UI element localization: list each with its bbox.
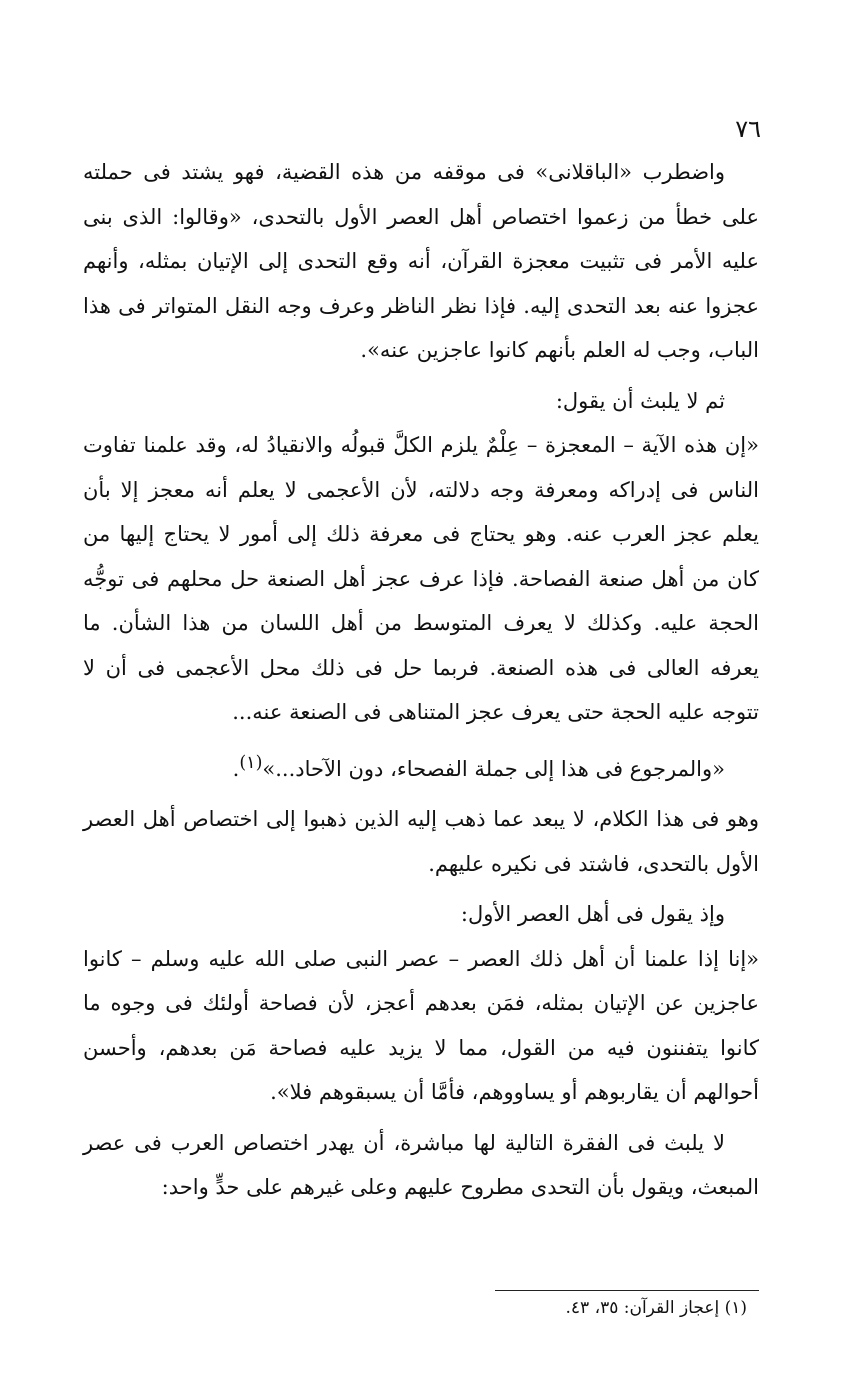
quote-end: . [232,756,240,781]
paragraph: وإذ يقول فى أهل العصر الأول: [460,902,725,926]
paragraph: واضطرب «الباقلانى» فى موقفه من هذه القضية، فهو يشتد فى حملته على خطأ من زعموا اختصاص أهل العصر الأول بالتحدى، «وقالوا: الذى بنى عليه الأمر فى تثبيت معجزة القرآن، أنه وقع التحدى إلى الإتيان بمثله، وأنهم عجزوا عنه بعد التحدى إليه. فإذا نظر الناظر وعرف وجه النقل المتواتر فى هذا الباب، وجب له العلم بأنهم كانوا عاجزين عنه». [83,160,759,362]
paragraph: ثم لا يلبث أن يقول: [555,388,725,413]
footnote: (١) إعجاز القرآن: ٣٥، ٤٣. [565,1298,747,1318]
paragraph: لا يلبث فى الفقرة التالية لها مباشرة، أن يهدر اختصاص العرب فى عصر المبعث، ويقول بأن التحدى مطروح عليهم وعلى غيرهم على حدٍّ واحد: [83,1130,759,1199]
footnote-divider [495,1290,759,1291]
quote-paragraph: «إن هذه الآية – المعجزة – عِلْمٌ يلزم الكلَّ قبولُه والانقيادُ له، وقد علمنا تفاوت الناس فى إدراكه ومعرفة وجه دلالته، لأن الأعجمى لا يعلم أنه معجز إلا بأن يعلم عجز العرب عنه. وهو يحتاج فى معرفة ذلك إلى أمور لا يحتاج إليها من كان من أهل صنعة الفصاحة. فإذا عرف عجز أهل الصنعة حل محلهم فى توجُّه الحجة عليه. وكذلك لا يعرف المتوسط من أهل اللسان من هذا الشأن. ما يعرفه العالى فى هذه الصنعة. فربما حل فى ذلك محل الأعجمى فى أن لا تتوجه عليه الحجة حتى يعرف عجز المتناهى فى الصنعة عنه... [83,433,759,724]
quote-paragraph: «إنا إذا علمنا أن أهل ذلك العصر – عصر النبى صلى الله عليه وسلم – كانوا عاجزين عن الإتيان بمثله، فمَن بعدهم أعجز، لأن فصاحة أولئك فى وجوه ما كانوا يتفننون فيه من القول، مما لا يزيد عليه فصاحة مَن بعدهم، وأحسن أحوالهم أن يقاربوهم أو يساووهم، فأمَّا أن يسبقوهم فلا». [83,946,759,1104]
body-text [83,150,759,1210]
paragraph: وهو فى هذا الكلام، لا يبعد عما ذهب إليه الذين ذهبوا إلى اختصاص أهل العصر الأول بالتحدى، فاشتد فى نكيره عليهم. [83,807,759,876]
page-number: ٧٦ [735,115,761,143]
quote-text: «والمرجوع فى هذا إلى جملة الفصحاء، دون الآحاد...» [262,756,725,781]
footnote-marker: (١) [239,752,263,773]
quote-paragraph [83,741,759,792]
